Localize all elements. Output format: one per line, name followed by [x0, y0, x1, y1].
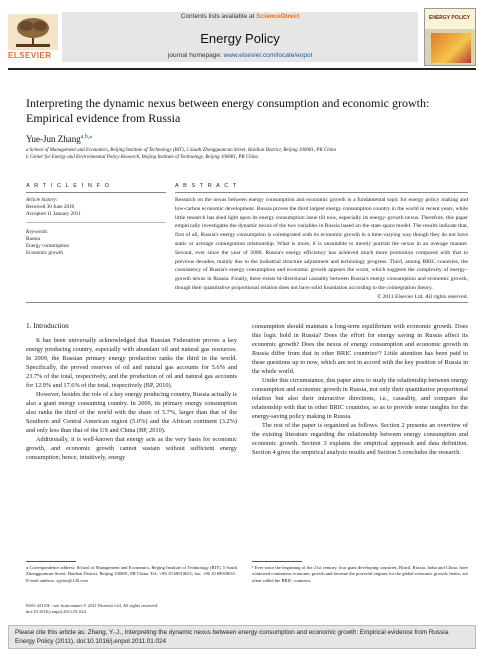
contents-prefix: Contents lists available at: [180, 13, 257, 20]
body-paragraph: The rest of the paper is organized as follows. Section 2 presents an overview of the existing literature regarding the relationship between energy consumption and economic growth. Section 3 explains the empirical approach and data definition. Section 4 gives the empirical analysis results and Section 5 concludes the research.: [252, 422, 468, 456]
copyright-line: © 2011 Elsevier Ltd. All rights reserved.: [376, 293, 468, 300]
body-paragraph: Additionally, it is well-known that energy acts as the very basis for economic growth, and economic growth cannot sustain without sufficient energy consumption; hence, intuitively, energy: [26, 436, 237, 461]
accepted-date: Accepted 11 January 2011: [26, 211, 81, 217]
info-divider: [26, 222, 166, 223]
contents-available-line: [62, 13, 418, 20]
body-paragraph: It has been universally acknowledged that Russian Federation proves a key energy producing country, especially with abundant oil and natural gas resources. In 2009, the Russian primary energy production ranks the third in the world. Specifically, the proved reserves of oil and natural gas accounts for 5.6% and 23.7% of the total, respectively, and the production of oil and natural gas accounts for 12.9% and 17.6% of the total, respectively (BP, 2010).: [26, 337, 237, 389]
author-line: [26, 133, 92, 144]
keyword-item: Energy consumption: [26, 243, 69, 249]
author-affiliation-marks[interactable]: a,b,⁎: [80, 134, 93, 140]
citation-box: [8, 625, 476, 649]
cover-artwork: [431, 33, 471, 63]
abstract-rule-top: [175, 192, 468, 193]
front-matter-info: [26, 603, 237, 616]
keyword-item: Economic growth: [26, 250, 64, 256]
abstract-heading: A B S T R A C T: [175, 183, 238, 189]
correspondence-address: ⁎ Correspondence address: School of Management and Economics, Beijing Institute of Technology (BIT), 5 South Zhongguancun Street, Haidian District, Beijing 100081, PR China. Tel.: +86 10 68918651; fax: +86 10 68918651.: [26, 565, 237, 577]
article-title: Interpreting the dynamic nexus between energy consumption and economic growth: Empirical evidence from Russia: [26, 96, 430, 125]
keyword-item: Russia: [26, 236, 40, 242]
affiliation-b: b Center for Energy and Environmental Policy Research, Beijing Institute of Technology, Beijing 100081, PR China: [26, 155, 258, 160]
article-info-heading: A R T I C L E I N F O: [26, 183, 111, 189]
journal-title: Energy Policy: [200, 31, 280, 46]
keywords-block: [26, 229, 166, 257]
homepage-url-link[interactable]: www.elsevier.com/locate/enpol: [223, 52, 313, 59]
abstract-body: [175, 196, 468, 302]
affiliation-a: a School of Management and Economics, Beijing Institute of Technology (BIT), 5 South Zhongguancun Street, Haidian District, Beijing 100081, PR China: [26, 148, 337, 153]
cover-title: ENERGY POLICY: [429, 15, 471, 21]
footnote-1: ¹ Ever since the beginning of the 21st century, four giant developing countries, Brazil, Russia, India and China, have witnessed continuous economic growth and become the powerful engines for the global economic growth; hence, are often called the BRIC countries.: [252, 565, 468, 583]
body-column-left: [26, 336, 237, 462]
footnote-rule-right: [252, 561, 302, 562]
correspondence-footnote: [26, 565, 237, 584]
keywords-label: Keywords:: [26, 229, 49, 235]
header-rule: [8, 68, 476, 70]
doi-line[interactable]: doi:10.1016/j.enpol.2011.01.024: [26, 609, 86, 615]
body-paragraph: consumption should maintain a long-term equilibrium with economic growth. Does this logic hold in Russia? Does the effort for energy saving in Russia affect its economic growth? Does the nexus of energy consumption and economic growth in Russia differ from that in other BRIC countries¹? Little attention has been paid to these questions up to now, which are not in accord with the key position of Russia in the whole world.: [252, 323, 468, 375]
article-history-block: [26, 197, 166, 218]
body-paragraph: However, besides the role of a key energy producing country, Russia actually is also a giant energy consuming country. In 2009, its primary energy consumption also ranks the third of the world with the share of 5.7%, larger than that of the Southern and Central American region (5.0%) and the African continent (3.2%) and only less than that of the US and China (BP, 2010).: [26, 391, 237, 434]
author-email[interactable]: E-mail address: zyjmis@126.com: [26, 577, 88, 583]
body-column-right: [252, 322, 468, 457]
sciencedirect-link[interactable]: ScienceDirect: [256, 13, 300, 20]
abstract-text: Research on the nexus between energy consumption and economic growth is a fundamental topic for energy policy making and low-carbon economic development. Russia proves the third largest energy consumption country in the world in recent years, while little research has shed light upon its energy consumption issue till now, especially its energy–growth nexus. Therefore, this paper empirically investigates the dynamic nexus of the two variables in Russia based on the state space model. The results indicate that, first of all, Russia's energy consumption is cointegrated with its economic growth in a time-varying way though they do not have static or average cointegration relationship. What is more, it is unsuitable to merely portrait the nexus in an average manner. Second, ever since the year of 2000, Russia's energy efficiency has achieved much more promotion compared with that in previous decades, mainly due to the industrial structure adjustment and technology progress. Third, among BRIC countries, the consistency of Russia's energy consumption and economic growth appears the worst, which suggests the complexity of energy–growth nexus in Russia. Finally, there exists bi-directional causality between Russia's energy consumption and economic growth, though their quantitative proportional relation does not have solid foundation according to the cointegration theory.: [175, 197, 468, 291]
footnote-rule-left: [26, 561, 76, 562]
author-name[interactable]: Yue-Jun Zhang: [26, 134, 81, 144]
section-heading-introduction: 1. Introduction: [26, 322, 69, 330]
article-info-rule: [26, 192, 166, 193]
journal-cover-thumbnail: [424, 8, 476, 66]
history-label: Article history:: [26, 197, 58, 203]
abstract-rule-bottom: [26, 302, 468, 303]
received-date: Received 30 June 2010: [26, 204, 75, 210]
journal-homepage-line: [62, 52, 418, 59]
elsevier-wordmark: ELSEVIER: [8, 51, 52, 60]
body-paragraph: Under this circumstance, this paper aims to study the relationship between energy consumption and economic growth in Russia, not only their quantitative proportional relation but also their interactive directions, i.e., causality, and compare the relationship with that in other BRIC countries, so as to provide some insights for the energy-saving policy making in Russia.: [252, 377, 468, 420]
homepage-prefix: journal homepage:: [167, 52, 224, 59]
issn-line: 0301-4215/$ - see front matter © 2011 Elsevier Ltd. All rights reserved.: [26, 603, 159, 608]
citation-text[interactable]: Please cite this article as: Zhang, Y.-J., Interpreting the dynamic nexus between energy consumption and economic growth: Empirical evidence from Russia. Energy Policy (2011), doi:10.1016/j.enpol.2011.01.024: [15, 629, 450, 645]
